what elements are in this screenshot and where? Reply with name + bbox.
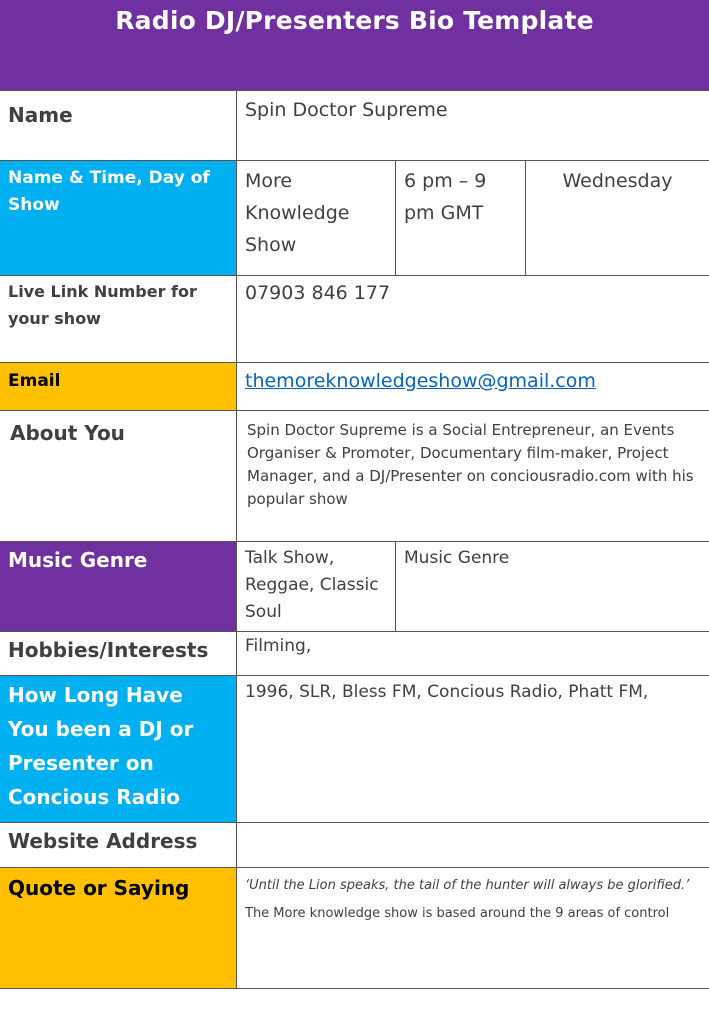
row-live-link xyxy=(0,275,709,362)
quote-note: The More knowledge show is based around the 9 areas of control xyxy=(245,906,670,921)
row-about xyxy=(0,410,709,541)
value-show-day: Wednesday xyxy=(525,161,709,275)
label-show: Name & Time, Day of Show xyxy=(0,161,236,275)
value-name: Spin Doctor Supreme xyxy=(236,91,709,160)
row-music xyxy=(0,541,709,631)
row-quote xyxy=(0,867,709,988)
label-music: Music Genre xyxy=(0,542,236,631)
row-hobbies xyxy=(0,631,709,675)
row-how-long xyxy=(0,675,709,822)
label-about: About You xyxy=(10,421,125,445)
value-about: Spin Doctor Supreme is a Social Entrepreneur, an Events Organiser & Promoter, Documentary film-maker, Project Manager, and a DJ/Presenter on conciousradio.com with his popular show xyxy=(236,411,709,541)
value-show-cell xyxy=(236,161,709,275)
row-website xyxy=(0,822,709,867)
label-how-long: How Long Have You been a DJ or Presenter on Concious Radio xyxy=(0,676,236,822)
label-name: Name xyxy=(8,103,73,127)
page-title: Radio DJ/Presenters Bio Template xyxy=(115,6,594,35)
value-website xyxy=(236,823,709,867)
value-music-genre-header: Music Genre xyxy=(395,542,709,631)
header-banner xyxy=(0,0,709,90)
value-music-genres: Talk Show, Reggae, Classic Soul xyxy=(245,548,379,622)
quote-text: ‘Until the Lion speaks, the tail of the hunter will always be glorified.’ xyxy=(245,878,690,893)
value-quote-cell xyxy=(236,868,709,988)
row-name xyxy=(0,90,709,160)
label-email: Email xyxy=(0,363,236,410)
label-hobbies: Hobbies/Interests xyxy=(8,638,209,662)
label-live-link: Live Link Number for your show xyxy=(8,282,197,328)
value-show-name: More Knowledge Show xyxy=(245,170,350,256)
row-email xyxy=(0,362,709,410)
value-live-link: 07903 846 177 xyxy=(236,276,709,362)
value-music-cell xyxy=(236,542,709,631)
bio-table xyxy=(0,90,709,989)
row-show xyxy=(0,160,709,275)
value-show-time: 6 pm – 9 pm GMT xyxy=(395,161,525,275)
label-quote: Quote or Saying xyxy=(0,868,236,988)
value-how-long: 1996, SLR, Bless FM, Concious Radio, Phatt FM, xyxy=(236,676,709,822)
label-website: Website Address xyxy=(8,829,198,853)
value-hobbies: Filming, xyxy=(236,632,709,675)
value-email-cell xyxy=(236,363,709,410)
email-link[interactable]: themoreknowledgeshow@gmail.com xyxy=(245,370,596,392)
